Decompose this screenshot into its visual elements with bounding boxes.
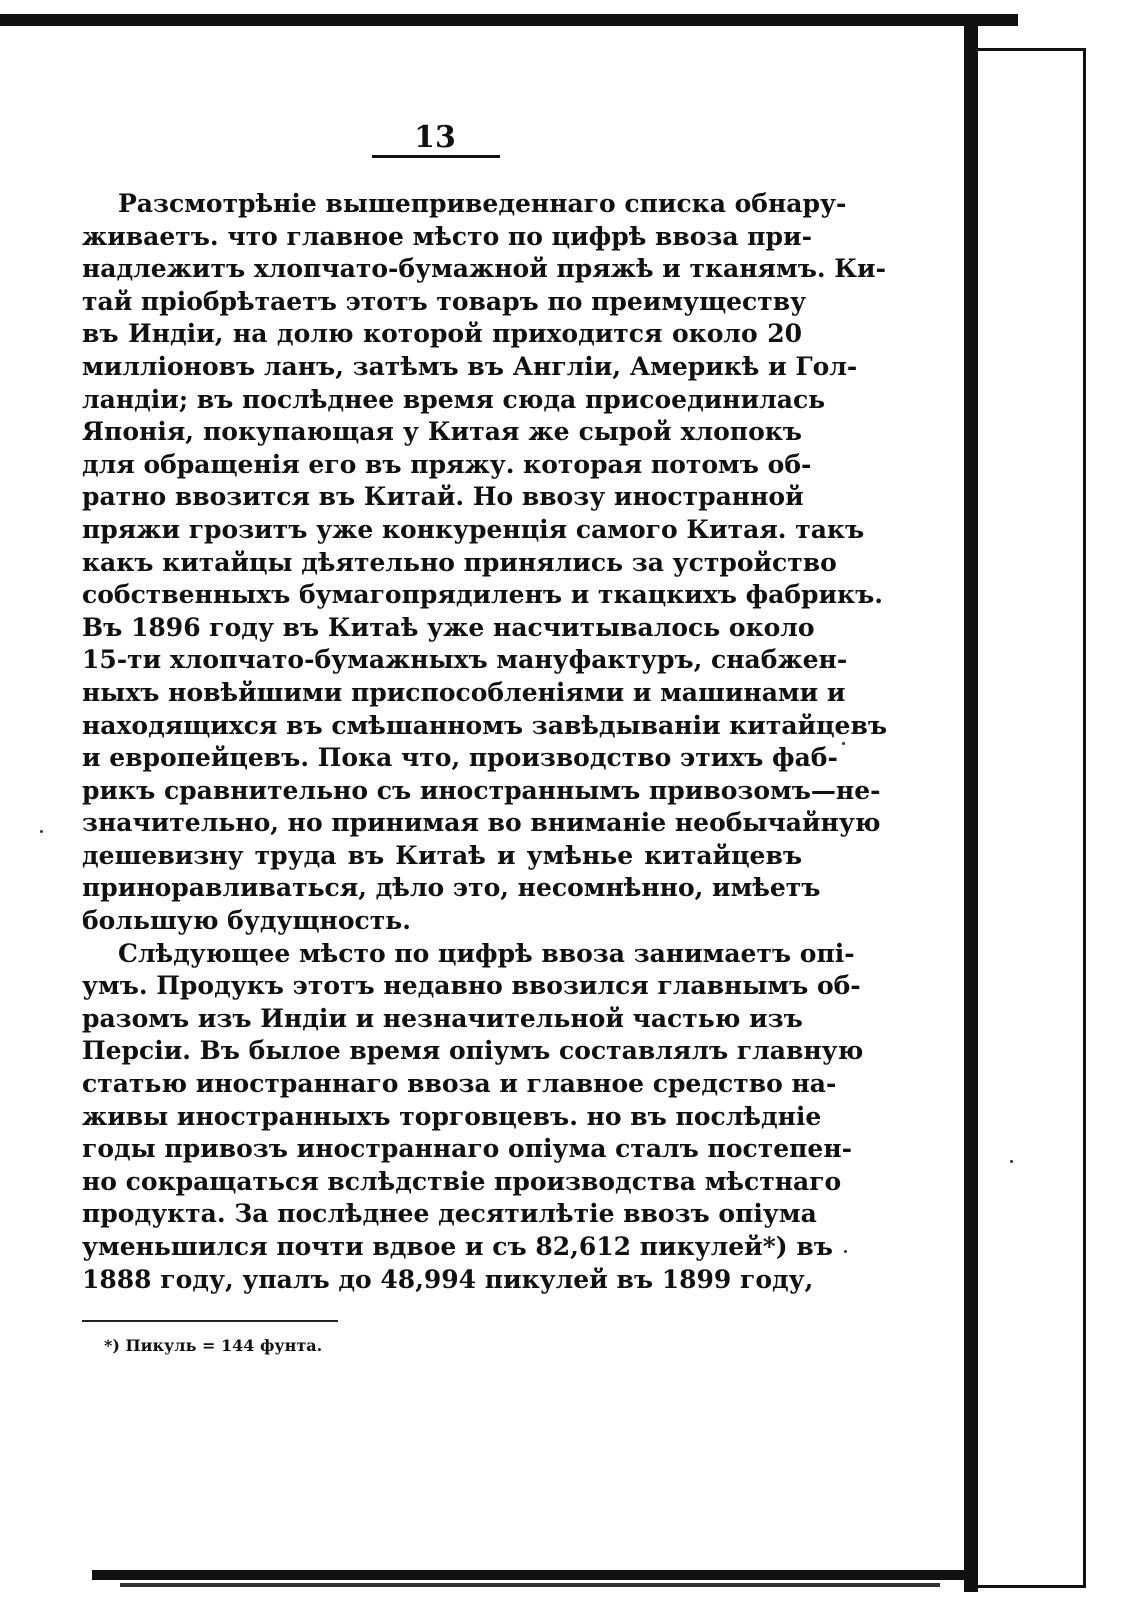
scan-speck [1010,1160,1013,1163]
text-line: дешевизну труда въ Китаѣ и умѣнье китайцевъ [82,840,802,870]
page-number-rule [372,155,500,158]
text-line: тай пріобрѣтаетъ этотъ товаръ по преимуществу [82,286,807,316]
text-line: продукта. За послѣднее десятилѣтіе ввозъ опіума [82,1199,817,1229]
text-line: и европейцевъ. Пока что, производство этихъ фаб- [82,743,838,773]
text-line: для обращенія его въ пряжу. которая потомъ об- [82,449,812,479]
text-line: 1888 году, упалъ до 48,994 пикулей въ 1899 году, [82,1264,814,1294]
text-line: въ Индіи, на долю которой приходится около 20 [82,319,802,349]
text-line: статью иностраннаго ввоза и главное средство на- [82,1069,837,1099]
text-line: ратно ввозится въ Китай. Но ввозу иностранной [82,482,804,512]
book-spine-edge [964,26,978,1592]
body-text [82,188,887,1296]
text-line: Слѣдующее мѣсто по цифрѣ ввоза занимаетъ опі- [118,938,855,968]
footnote-rule [82,1320,338,1322]
text-line: приноравливаться, дѣло это, несомнѣнно, имѣетъ [82,873,821,903]
page-number: 13 [414,120,456,155]
text-line: Въ 1896 году въ Китаѣ уже насчитывалось около [82,612,815,642]
text-line: какъ китайцы дѣятельно принялись за устройство [82,547,837,577]
text-line: значительно, но принимая во вниманіе необычайную [82,808,881,838]
text-line: собственныхъ бумагопрядиленъ и ткацкихъ фабрикъ. [82,580,883,610]
scan-speck [844,1250,847,1253]
text-line: Японія, покупающая у Китая же сырой хлопокъ [82,417,802,447]
text-line: надлежитъ хлопчато-бумажной пряжѣ и тканямъ. Ки- [82,254,886,284]
book-frame-bottom-edge [92,1570,970,1580]
text-line: годы привозъ иностраннаго опіума сталъ постепен- [82,1134,853,1164]
text-line: рикъ сравнительно съ иностраннымъ привозомъ—не- [82,775,881,805]
book-frame-top-edge [0,14,1018,26]
text-line: умъ. Продукъ этотъ недавно ввозился главнымъ об- [82,971,861,1001]
scan-speck [842,742,845,745]
scan-speck [40,830,43,833]
text-line: но сокращаться вслѣдствіе производства мѣстнаго [82,1166,842,1196]
text-line: большую будущность. [82,906,411,936]
text-line: разомъ изъ Индіи и незначительной частью изъ [82,1003,803,1033]
text-line: живаетъ. что главное мѣсто по цифрѣ ввоза при- [82,221,812,251]
text-line: находящихся въ смѣшанномъ завѣдываніи китайцевъ [82,710,887,740]
footnote: *) Пикуль = 144 фунта. [104,1336,323,1355]
text-line: ныхъ новѣйшими приспособленіями и машинами и [82,677,846,707]
text-line: Разсмотрѣніе вышеприведеннаго списка обнару- [118,189,847,218]
text-line: живы иностранныхъ торговцевъ. но въ послѣдніе [82,1101,822,1131]
text-line: Персіи. Въ былое время опіумъ составлялъ главную [82,1036,864,1066]
text-line: ландіи; въ послѣднее время сюда присоединилась [82,384,826,414]
text-line: милліоновъ ланъ, затѣмъ въ Англіи, Америкѣ и Гол- [82,351,858,381]
book-next-page-edge [978,48,1086,1588]
text-line: 15-ти хлопчато-бумажныхъ мануфактуръ, снабжен- [82,645,848,675]
text-line: пряжи грозитъ уже конкуренція самого Китая. такъ [82,514,865,544]
book-frame-bottom-shadow [120,1583,940,1587]
text-line: уменьшился почти вдвое и съ 82,612 пикулей*) въ [82,1232,833,1261]
